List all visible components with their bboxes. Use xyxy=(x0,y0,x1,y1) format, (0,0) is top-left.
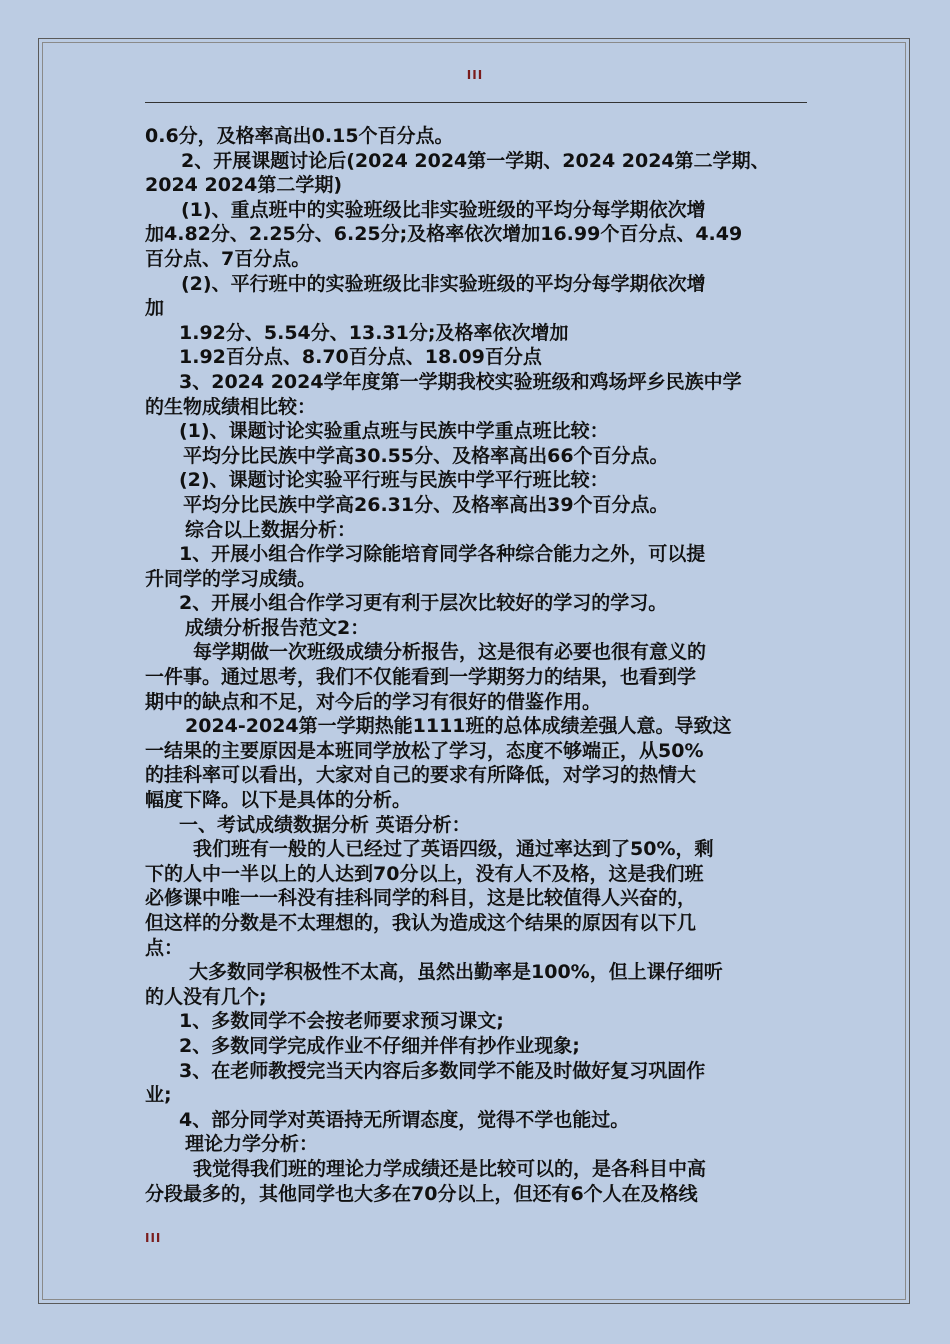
text-line: 的人没有几个; xyxy=(145,985,267,1008)
text-line: 期中的缺点和不足，对今后的学习有很好的借鉴作用。 xyxy=(145,690,602,713)
text-line: 点： xyxy=(145,936,184,959)
text-line: 平均分比民族中学高30.55分、及格率高出66个百分点。 xyxy=(183,444,669,467)
text-line: (2)、平行班中的实验班级比非实验班级的平均分每学期依次增 xyxy=(181,272,706,295)
text-line: 3、2024 2024学年度第一学期我校实验班级和鸡场坪乡民族中学 xyxy=(179,370,742,393)
text-line: 百分点、7百分点。 xyxy=(145,247,311,270)
text-line: (1)、课题讨论实验重点班与民族中学重点班比较： xyxy=(179,420,609,443)
text-line: 一结果的主要原因是本班同学放松了学习，态度不够端正，从50% xyxy=(145,739,704,762)
header-mark: III xyxy=(466,68,484,82)
text-line: 必修课中唯一一科没有挂科同学的科目，这是比较值得人兴奋的， xyxy=(145,887,697,910)
footer-mark: III xyxy=(145,1231,162,1245)
text-line: 一件事。通过思考，我们不仅能看到一学期努力的结果，也看到学 xyxy=(145,666,697,689)
text-line: 一、考试成绩数据分析 英语分析： xyxy=(179,813,471,836)
text-line: 加 xyxy=(145,297,165,320)
text-line: 2、多数同学完成作业不仔细并伴有抄作业现象; xyxy=(179,1034,580,1057)
text-line: 升同学的学习成绩。 xyxy=(145,567,317,590)
text-line: 大多数同学积极性不太高，虽然出勤率是100%，但上课仔细听 xyxy=(189,961,723,984)
text-line: 分段最多的，其他同学也大多在70分以上，但还有6个人在及格线 xyxy=(145,1182,698,1205)
text-line: 2024 2024第二学期) xyxy=(145,174,343,197)
text-line: 加4.82分、2.25分、6.25分;及格率依次增加16.99个百分点、4.49 xyxy=(145,223,743,246)
document-body xyxy=(145,124,810,1206)
text-line: 每学期做一次班级成绩分析报告，这是很有必要也很有意义的 xyxy=(193,641,707,664)
text-line: 的挂科率可以看出，大家对自己的要求有所降低，对学习的热情大 xyxy=(145,764,697,787)
text-line: 1、开展小组合作学习除能培育同学各种综合能力之外，可以提 xyxy=(179,543,706,566)
text-line: 2024-2024第一学期热能1111班的总体成绩差强人意。导致这 xyxy=(185,715,732,738)
text-line: 1、多数同学不会按老师要求预习课文; xyxy=(179,1010,504,1033)
text-line: 的生物成绩相比较： xyxy=(145,395,317,418)
text-line: 1.92分、5.54分、13.31分;及格率依次增加 xyxy=(179,321,569,344)
text-line: 2、开展课题讨论后(2024 2024第一学期、2024 2024第二学期、 xyxy=(181,149,770,172)
text-line: 0.6分，及格率高出0.15个百分点。 xyxy=(145,125,454,147)
text-line: 理论力学分析： xyxy=(185,1133,319,1156)
text-line: 我觉得我们班的理论力学成绩还是比较可以的，是各科目中高 xyxy=(193,1157,707,1180)
text-line: (2)、课题讨论实验平行班与民族中学平行班比较： xyxy=(179,469,609,492)
text-line: 幅度下降。以下是具体的分析。 xyxy=(145,789,412,812)
text-line: 我们班有一般的人已经过了英语四级，通过率达到了50%，剩 xyxy=(193,838,714,861)
text-line: 1.92百分点、8.70百分点、18.09百分点 xyxy=(179,346,542,369)
text-line: (1)、重点班中的实验班级比非实验班级的平均分每学期依次增 xyxy=(181,198,706,221)
text-line: 下的人中一半以上的人达到70分以上，没有人不及格，这是我们班 xyxy=(145,862,704,885)
text-line: 平均分比民族中学高26.31分、及格率高出39个百分点。 xyxy=(183,493,669,516)
text-line: 2、开展小组合作学习更有利于层次比较好的学习的学习。 xyxy=(179,592,668,615)
text-line: 但这样的分数是不太理想的，我认为造成这个结果的原因有以下几 xyxy=(145,912,697,934)
text-line: 成绩分析报告范文2： xyxy=(185,616,370,639)
text-line: 业; xyxy=(145,1084,172,1107)
text-line: 综合以上数据分析： xyxy=(185,518,357,541)
header-rule xyxy=(145,102,807,103)
text-line: 3、在老师教授完当天内容后多数同学不能及时做好复习巩固作 xyxy=(179,1059,706,1082)
text-line: 4、部分同学对英语持无所谓态度，觉得不学也能过。 xyxy=(179,1108,630,1131)
